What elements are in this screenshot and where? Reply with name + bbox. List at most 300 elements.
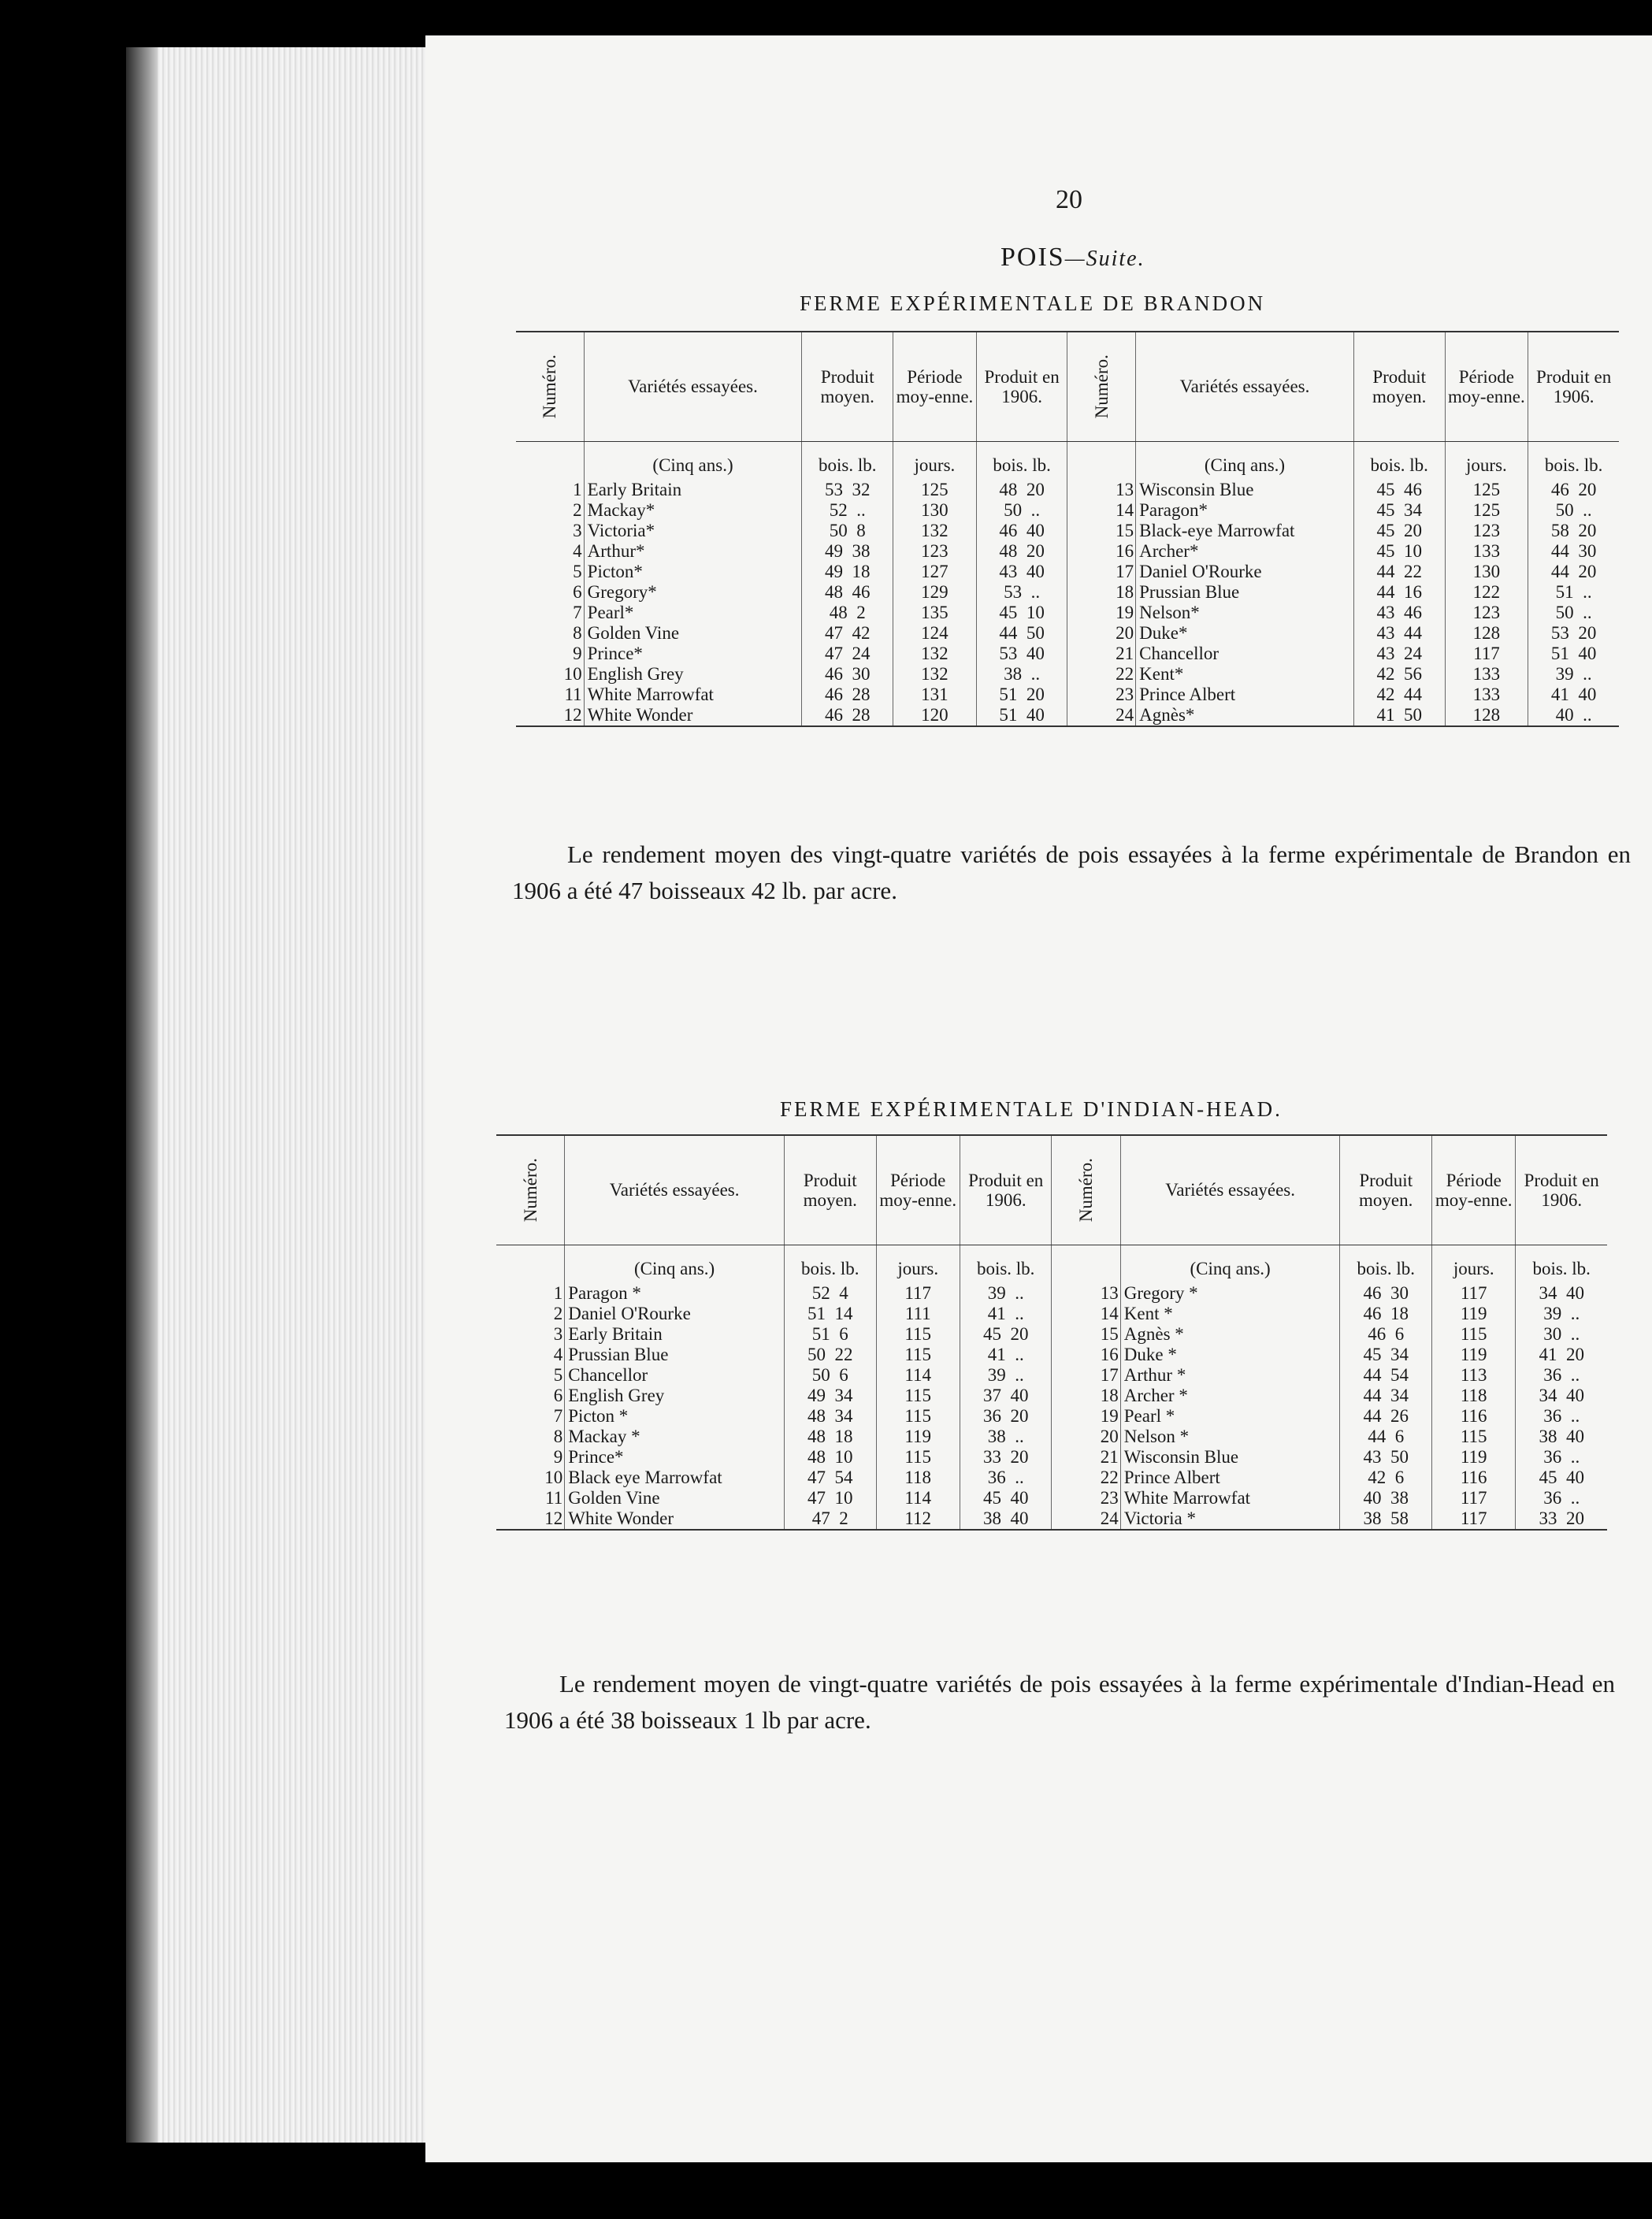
avg-days: 117 — [1432, 1488, 1516, 1508]
yield-bushels: 48 — [999, 480, 1018, 499]
avg-pounds: 30 — [1390, 1283, 1409, 1303]
yield-bushels: 53 — [1550, 623, 1569, 643]
avg-pounds: 50 — [1390, 1447, 1409, 1467]
avg-yield — [1340, 1345, 1432, 1365]
table-row — [516, 480, 1619, 500]
avg-days: 119 — [1432, 1304, 1516, 1324]
avg-yield — [1340, 1468, 1432, 1488]
yield-1906 — [1516, 1324, 1607, 1345]
avg-bushels: 43 — [1376, 644, 1395, 663]
avg-days: 115 — [876, 1345, 960, 1365]
yield-bushels: 37 — [982, 1386, 1001, 1405]
avg-pounds: 58 — [1390, 1508, 1409, 1528]
yield-1906 — [960, 1283, 1052, 1304]
avg-pounds: 28 — [852, 685, 871, 704]
avg-days: 131 — [893, 685, 977, 705]
avg-days: 125 — [893, 480, 977, 500]
avg-yield — [802, 603, 893, 623]
avg-pounds: 26 — [1390, 1406, 1409, 1426]
yield-bushels: 58 — [1550, 521, 1569, 540]
row-number: 10 — [544, 1468, 563, 1487]
avg-pounds: 10 — [1403, 541, 1422, 561]
yield-bushels: 46 — [999, 521, 1018, 540]
yield-bushels: 44 — [1550, 541, 1569, 561]
avg-bushels: 48 — [807, 1427, 826, 1446]
row-number: 11 — [545, 1488, 563, 1508]
row-number: 4 — [553, 1345, 563, 1364]
yield-bushels: 45 — [982, 1488, 1001, 1508]
yield-bushels: 51 — [999, 685, 1018, 704]
avg-bushels: 52 — [829, 500, 848, 520]
avg-bushels: 51 — [811, 1324, 830, 1344]
yield-bushels: 36 — [987, 1468, 1006, 1487]
avg-bushels: 50 — [829, 521, 848, 540]
avg-yield — [1340, 1447, 1432, 1468]
yield-bushels: 33 — [1539, 1508, 1557, 1528]
header-numero-text: Numéro. — [540, 354, 560, 419]
header-numero-text: Numéro. — [520, 1158, 540, 1223]
table-row — [516, 705, 1619, 726]
yield-1906 — [1528, 480, 1619, 500]
avg-pounds: 42 — [852, 623, 871, 643]
units-bois-lb: bois. lb. — [1528, 442, 1619, 481]
table-row — [516, 623, 1619, 644]
avg-days: 133 — [1445, 541, 1528, 562]
avg-bushels: 42 — [1376, 664, 1395, 684]
yield-1906 — [960, 1304, 1052, 1324]
variety-name: Gregory* — [584, 582, 802, 603]
yield-bushels: 39 — [1555, 664, 1574, 684]
yield-1906 — [960, 1447, 1052, 1468]
avg-bushels: 44 — [1376, 562, 1395, 581]
variety-name: Duke* — [1136, 623, 1354, 644]
avg-bushels: 43 — [1376, 623, 1395, 643]
variety-name: Early Britain — [584, 480, 802, 500]
row-number: 14 — [1052, 1304, 1120, 1324]
row-number: 19 — [1067, 603, 1136, 623]
yield-pounds: 20 — [1565, 1508, 1584, 1528]
units-blank — [1067, 442, 1136, 481]
yield-bushels: 36 — [1543, 1365, 1562, 1385]
yield-pounds: 20 — [1578, 562, 1597, 581]
yield-1906 — [960, 1508, 1052, 1530]
variety-name: Agnès* — [1136, 705, 1354, 726]
row-number: 5 — [573, 562, 582, 581]
units-blank — [516, 442, 584, 481]
yield-pounds: 20 — [1026, 685, 1045, 704]
header-yield-1906: Produit en 1906. — [960, 1135, 1052, 1245]
yield-1906 — [1516, 1283, 1607, 1304]
avg-days: 133 — [1445, 685, 1528, 705]
yield-pounds: 40 — [1010, 1386, 1029, 1405]
yield-pounds: .. — [1015, 1283, 1024, 1303]
yield-1906 — [960, 1386, 1052, 1406]
yield-pounds: 40 — [1010, 1508, 1029, 1528]
yield-bushels: 38 — [1004, 664, 1023, 684]
row-number: 6 — [573, 582, 582, 602]
avg-days: 116 — [1432, 1406, 1516, 1427]
row-number: 8 — [573, 623, 582, 643]
units-bois-lb: bois. lb. — [1353, 442, 1445, 481]
brandon-summary-text: Le rendement moyen des vingt-quatre variétés de pois essayées à la ferme expérimentale de Brandon en 1906 a été 47 boisseaux 42 lb. par acre. — [512, 840, 1631, 904]
yield-1906 — [1528, 705, 1619, 726]
row-number: 19 — [1052, 1406, 1120, 1427]
avg-bushels: 44 — [1376, 582, 1395, 602]
variety-name: Prussian Blue — [565, 1345, 785, 1365]
section-title — [1000, 243, 1145, 273]
brandon-summary — [512, 837, 1631, 909]
yield-1906 — [960, 1427, 1052, 1447]
avg-days: 115 — [876, 1386, 960, 1406]
avg-pounds: 46 — [1403, 603, 1422, 622]
book-edge-shadow — [126, 47, 158, 2143]
yield-bushels: 53 — [1004, 582, 1023, 602]
yield-bushels: 41 — [1539, 1345, 1557, 1364]
avg-yield — [784, 1283, 876, 1304]
row-number: 2 — [553, 1304, 563, 1323]
avg-yield — [1340, 1406, 1432, 1427]
avg-bushels: 47 — [807, 1468, 826, 1487]
avg-pounds: 46 — [1403, 480, 1422, 499]
avg-bushels: 48 — [829, 603, 848, 622]
variety-name: Agnès * — [1120, 1324, 1340, 1345]
table-row — [516, 500, 1619, 521]
yield-pounds: .. — [1583, 582, 1592, 602]
yield-bushels: 30 — [1543, 1324, 1562, 1344]
avg-pounds: 38 — [1390, 1488, 1409, 1508]
yield-1906 — [1528, 623, 1619, 644]
yield-1906 — [976, 582, 1067, 603]
variety-name: Archer* — [1136, 541, 1354, 562]
yield-pounds: .. — [1583, 664, 1592, 684]
yield-1906 — [1516, 1304, 1607, 1324]
yield-pounds: 20 — [1026, 480, 1045, 499]
avg-days: 117 — [1445, 644, 1528, 664]
avg-pounds: 38 — [852, 541, 871, 561]
avg-days: 115 — [876, 1447, 960, 1468]
avg-pounds: 22 — [834, 1345, 853, 1364]
yield-1906 — [1528, 664, 1619, 685]
variety-name: Nelson* — [1136, 603, 1354, 623]
row-number: 21 — [1067, 644, 1136, 664]
row-number: 12 — [516, 705, 584, 726]
table-row — [516, 582, 1619, 603]
avg-days: 122 — [1445, 582, 1528, 603]
yield-pounds: .. — [1570, 1365, 1580, 1385]
avg-yield — [1353, 500, 1445, 521]
yield-bushels: 41 — [987, 1345, 1006, 1364]
table-row — [516, 664, 1619, 685]
avg-pounds: 44 — [1403, 623, 1422, 643]
avg-bushels: 45 — [1376, 541, 1395, 561]
avg-yield — [1340, 1508, 1432, 1530]
yield-1906 — [976, 521, 1067, 541]
brandon-yield-table — [516, 331, 1619, 727]
avg-pounds: 6 — [1394, 1324, 1405, 1344]
yield-1906 — [960, 1324, 1052, 1345]
yield-bushels: 48 — [999, 541, 1018, 561]
yield-1906 — [960, 1468, 1052, 1488]
variety-name: Paragon* — [1136, 500, 1354, 521]
avg-pounds: 20 — [1403, 521, 1422, 540]
avg-yield — [802, 562, 893, 582]
yield-bushels: 36 — [1543, 1447, 1562, 1467]
yield-bushels: 38 — [987, 1427, 1006, 1446]
avg-pounds: 6 — [1394, 1427, 1405, 1446]
yield-pounds: .. — [1030, 664, 1041, 684]
avg-bushels: 42 — [1376, 685, 1395, 704]
variety-name: Prince Albert — [1120, 1468, 1340, 1488]
table-row — [496, 1345, 1607, 1365]
row-number: 15 — [1052, 1324, 1120, 1345]
avg-bushels: 45 — [1376, 521, 1395, 540]
avg-days: 123 — [1445, 521, 1528, 541]
table-row — [496, 1324, 1607, 1345]
variety-name: Daniel O'Rourke — [1136, 562, 1354, 582]
yield-bushels: 36 — [1543, 1488, 1562, 1508]
yield-pounds: 20 — [1010, 1406, 1029, 1426]
avg-yield — [802, 500, 893, 521]
row-number: 18 — [1067, 582, 1136, 603]
avg-yield — [1340, 1283, 1432, 1304]
yield-pounds: 20 — [1010, 1324, 1029, 1344]
avg-bushels: 49 — [824, 562, 843, 581]
yield-1906 — [976, 644, 1067, 664]
avg-yield — [1353, 705, 1445, 726]
header-variety: Variétés essayées. — [1120, 1135, 1340, 1245]
table-row — [496, 1283, 1607, 1304]
variety-name: Prince Albert — [1136, 685, 1354, 705]
units-five-years: (Cinq ans.) — [565, 1245, 785, 1284]
avg-pounds: 6 — [839, 1365, 848, 1385]
variety-name: Chancellor — [565, 1365, 785, 1386]
header-avg-period: Période moy-enne. — [1445, 332, 1528, 442]
yield-1906 — [976, 500, 1067, 521]
yield-1906 — [960, 1488, 1052, 1508]
yield-bushels: 50 — [1555, 603, 1574, 622]
avg-bushels: 50 — [811, 1365, 830, 1385]
avg-pounds: .. — [856, 500, 866, 520]
yield-1906 — [1516, 1508, 1607, 1530]
row-number: 9 — [553, 1447, 563, 1467]
variety-name: Wisconsin Blue — [1120, 1447, 1340, 1468]
yield-pounds: .. — [1583, 500, 1592, 520]
units-row — [516, 442, 1619, 481]
avg-yield — [784, 1427, 876, 1447]
yield-pounds: 30 — [1578, 541, 1597, 561]
yield-1906 — [1528, 541, 1619, 562]
units-days: jours. — [893, 442, 977, 481]
avg-bushels: 43 — [1376, 603, 1395, 622]
avg-pounds: 6 — [839, 1324, 848, 1344]
yield-1906 — [1516, 1468, 1607, 1488]
yield-pounds: 50 — [1026, 623, 1045, 643]
units-days: jours. — [1432, 1245, 1516, 1284]
variety-name: Black-eye Marrowfat — [1136, 521, 1354, 541]
units-row — [496, 1245, 1607, 1284]
avg-days: 119 — [876, 1427, 960, 1447]
avg-days: 114 — [876, 1488, 960, 1508]
header-avg-period: Période moy-enne. — [1432, 1135, 1516, 1245]
yield-1906 — [1528, 582, 1619, 603]
yield-bushels: 53 — [999, 644, 1018, 663]
table-row — [516, 603, 1619, 623]
variety-name: Archer * — [1120, 1386, 1340, 1406]
avg-bushels: 49 — [807, 1386, 826, 1405]
avg-yield — [802, 705, 893, 726]
row-number: 13 — [1052, 1283, 1120, 1304]
yield-pounds: .. — [1583, 603, 1592, 622]
header-avg-period: Période moy-enne. — [876, 1135, 960, 1245]
header-variety: Variétés essayées. — [584, 332, 802, 442]
yield-pounds: 40 — [1026, 705, 1045, 725]
avg-bushels: 44 — [1363, 1365, 1382, 1385]
avg-days: 128 — [1445, 623, 1528, 644]
table-row — [496, 1406, 1607, 1427]
avg-days: 115 — [876, 1406, 960, 1427]
yield-bushels: 51 — [1550, 644, 1569, 663]
avg-pounds: 44 — [1403, 685, 1422, 704]
yield-pounds: .. — [1015, 1427, 1024, 1446]
avg-bushels: 47 — [807, 1488, 826, 1508]
header-avg-yield: Produit moyen. — [1353, 332, 1445, 442]
avg-yield — [1353, 664, 1445, 685]
row-number: 21 — [1052, 1447, 1120, 1468]
variety-name: Kent * — [1120, 1304, 1340, 1324]
yield-pounds: .. — [1570, 1447, 1580, 1467]
row-number: 1 — [573, 480, 582, 499]
avg-days: 130 — [1445, 562, 1528, 582]
avg-pounds: 2 — [856, 603, 866, 622]
avg-days: 124 — [893, 623, 977, 644]
yield-1906 — [976, 541, 1067, 562]
avg-yield — [784, 1386, 876, 1406]
yield-pounds: .. — [1030, 582, 1041, 602]
yield-1906 — [1528, 521, 1619, 541]
yield-bushels: 41 — [987, 1304, 1006, 1323]
avg-bushels: 48 — [807, 1406, 826, 1426]
yield-1906 — [976, 705, 1067, 726]
variety-name: White Marrowfat — [584, 685, 802, 705]
units-blank — [1052, 1245, 1120, 1284]
row-number: 1 — [553, 1283, 563, 1303]
yield-1906 — [1516, 1365, 1607, 1386]
avg-pounds: 18 — [852, 562, 871, 581]
row-number: 3 — [573, 521, 582, 540]
yield-1906 — [960, 1365, 1052, 1386]
yield-pounds: 40 — [1565, 1283, 1584, 1303]
yield-bushels: 46 — [1550, 480, 1569, 499]
table-row — [516, 562, 1619, 582]
yield-bushels: 50 — [1555, 500, 1574, 520]
avg-bushels: 47 — [811, 1508, 830, 1528]
yield-pounds: 10 — [1026, 603, 1045, 622]
yield-bushels: 38 — [982, 1508, 1001, 1528]
avg-days: 111 — [876, 1304, 960, 1324]
units-bois-lb: bois. lb. — [960, 1245, 1052, 1284]
header-avg-yield: Produit moyen. — [802, 332, 893, 442]
yield-bushels: 38 — [1539, 1427, 1557, 1446]
table-row — [496, 1304, 1607, 1324]
yield-1906 — [976, 685, 1067, 705]
yield-1906 — [1516, 1427, 1607, 1447]
yield-bushels: 43 — [999, 562, 1018, 581]
units-days: jours. — [1445, 442, 1528, 481]
avg-bushels: 48 — [824, 582, 843, 602]
row-number: 16 — [1067, 541, 1136, 562]
avg-yield — [1340, 1304, 1432, 1324]
units-bois-lb: bois. lb. — [784, 1245, 876, 1284]
avg-pounds: 10 — [834, 1447, 853, 1467]
units-bois-lb: bois. lb. — [976, 442, 1067, 481]
header-avg-yield: Produit moyen. — [784, 1135, 876, 1245]
avg-days: 132 — [893, 521, 977, 541]
avg-pounds: 34 — [834, 1406, 853, 1426]
variety-name: Pearl* — [584, 603, 802, 623]
yield-pounds: 40 — [1026, 521, 1045, 540]
header-yield-1906: Produit en 1906. — [1528, 332, 1619, 442]
avg-yield — [1353, 644, 1445, 664]
yield-1906 — [976, 480, 1067, 500]
avg-yield — [1353, 521, 1445, 541]
avg-days: 132 — [893, 644, 977, 664]
row-number: 14 — [1067, 500, 1136, 521]
yield-bushels: 39 — [987, 1365, 1006, 1385]
yield-pounds: .. — [1570, 1406, 1580, 1426]
avg-pounds: 14 — [834, 1304, 853, 1323]
yield-bushels: 41 — [1550, 685, 1569, 704]
row-number: 12 — [496, 1508, 565, 1530]
avg-pounds: 56 — [1403, 664, 1422, 684]
avg-bushels: 52 — [811, 1283, 830, 1303]
yield-pounds: 40 — [1565, 1386, 1584, 1405]
avg-pounds: 50 — [1403, 705, 1422, 725]
units-days: jours. — [876, 1245, 960, 1284]
variety-name: Pearl * — [1120, 1406, 1340, 1427]
yield-pounds: .. — [1570, 1488, 1580, 1508]
yield-1906 — [1528, 685, 1619, 705]
avg-pounds: 24 — [852, 644, 871, 663]
variety-name: Golden Vine — [584, 623, 802, 644]
avg-days: 116 — [1432, 1468, 1516, 1488]
header-avg-yield: Produit moyen. — [1340, 1135, 1432, 1245]
table-row — [496, 1427, 1607, 1447]
row-number: 6 — [553, 1386, 563, 1405]
yield-bushels: 36 — [982, 1406, 1001, 1426]
yield-pounds: 20 — [1578, 480, 1597, 499]
yield-bushels: 34 — [1539, 1386, 1557, 1405]
avg-days: 119 — [1432, 1345, 1516, 1365]
table-row — [496, 1365, 1607, 1386]
units-blank — [496, 1245, 565, 1284]
yield-bushels: 45 — [999, 603, 1018, 622]
table-row — [496, 1447, 1607, 1468]
avg-pounds: 6 — [1394, 1468, 1405, 1487]
avg-bushels: 38 — [1363, 1508, 1382, 1528]
avg-pounds: 54 — [834, 1468, 853, 1487]
avg-days: 115 — [876, 1324, 960, 1345]
variety-name: Early Britain — [565, 1324, 785, 1345]
table-row — [496, 1508, 1607, 1530]
avg-yield — [784, 1365, 876, 1386]
avg-yield — [784, 1468, 876, 1488]
table-row — [496, 1386, 1607, 1406]
yield-bushels: 50 — [1004, 500, 1023, 520]
avg-pounds: 22 — [1403, 562, 1422, 581]
row-number: 24 — [1052, 1508, 1120, 1530]
avg-days: 128 — [1445, 705, 1528, 726]
avg-yield — [1340, 1488, 1432, 1508]
